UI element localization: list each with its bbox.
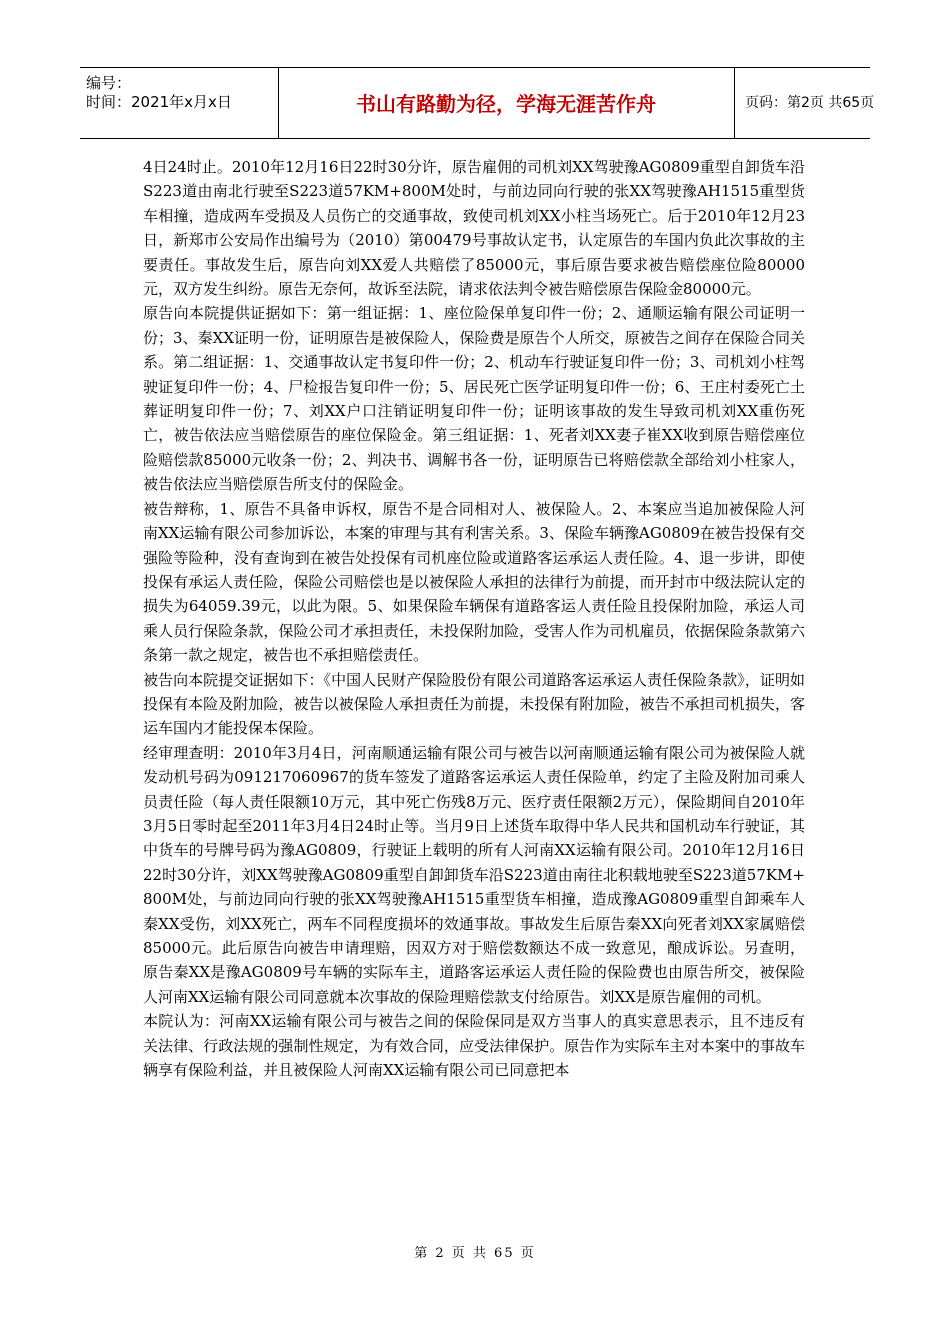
document-number-label: 编号： bbox=[86, 74, 132, 92]
paragraph-defendant-argument: 被告辩称，1、原告不具备申诉权，原告不是合同相对人、被保险人。2、本案应当追加被保险人河南XX运输有限公司参加诉讼，本案的审理与其有利害关系。3、保险车辆豫AG0809在被告投保有交强险等险种，没有查询到在被告处投保有司机座位险或道路客运承运人责任险。4、退一步讲，即使投保有承运人责任险，保险公司赔偿也是以被保险人承担的法律行为前提，而开封市中级法院认定的损失为64059.39元，以此为限。5、如果保险车辆保有道路客运人责任险且投保附加险，承运人司乘人员行保险条款，保险公司才承担责任，未投保附加险，受害人作为司机雇员，依据保险条款第六条第一款之规定，被告也不承担赔偿责任。 bbox=[143, 499, 805, 665]
document-body bbox=[143, 155, 805, 1082]
paragraph-defendant-evidence: 被告向本院提交证据如下：《中国人民财产保险股份有限公司道路客运承运人责任保险条款》，证明如投保有本险及附加险，被告以被保险人承担责任为前提，未投保有附加险，被告不承担司机损失，客运车国内才能投保本保险。 bbox=[143, 670, 805, 738]
header-page-number: 页码：第2页 共65页 bbox=[745, 95, 875, 111]
paragraph-claim-continuation: 4日24时止。2010年12月16日22时30分许，原告雇佣的司机刘XX驾驶豫AG0809重型自卸货车沿S223道由南北行驶至S223道57KM+800M处时，与前边同向行驶的张XX驾驶豫AH1515重型货车相撞，造成两车受损及人员伤亡的交通事故，致使司机刘XX小柱当场死亡。后于2010年12月23日，新郑市公安局作出编号为（2010）第00479号事故认定书，认定原告的车国内负此次事故的主要责任。事故发生后，原告向刘XX爱人共赔偿了85000元，事后原告要求被告赔偿座位险80000元，双方发生纠纷。原告无奈何，故诉至法院，请求依法判令被告赔偿原告保险金80000元。 bbox=[143, 158, 805, 299]
page-footer: 第 2 页 共 65 页 bbox=[414, 1246, 536, 1261]
header-motto-cell bbox=[278, 68, 735, 138]
document-date-label: 时间：2021年x月x日 bbox=[86, 93, 232, 111]
header-motto: 书山有路勤为径，学海无涯苦作舟 bbox=[356, 92, 656, 116]
paragraph-court-opinion: 本院认为：河南XX运输有限公司与被告之间的保险保同是双方当事人的真实意思表示，且不违反有关法律、行政法规的强制性规定，为有效合同，应受法律保护。原告作为实际车主对本案中的事故车辆享有保险利益，并且被保险人河南XX运输有限公司已同意把本 bbox=[143, 1012, 805, 1080]
header-page-cell bbox=[735, 68, 875, 138]
header-meta-cell bbox=[80, 68, 279, 138]
paragraph-facts-found: 经审理查明：2010年3月4日，河南顺通运输有限公司与被告以河南顺通运输有限公司为被保险人就发动机号码为091217060967的货车签发了道路客运承运人责任保险单，约定了主险及附加司乘人员责任险（每人责任限额10万元，其中死亡伤残8万元、医疗责任限额2万元），保险期间自2010年3月5日零时起至2011年3月4日24时止等。当月9日上述货车取得中华人民共和国机动车行驶证，其中货车的号牌号码为豫AG0809，行驶证上载明的所有人河南XX运输有限公司。2010年12月16日22时30分许，刘XX驾驶豫AG0809重型自卸卸货车沿S223道由南往北积载地驶至S223道57KM+800M处，与前边同向行驶的张XX驾驶豫AH1515重型货车相撞，造成豫AG0809重型自卸乘车人秦XX受伤，刘XX死亡，两车不同程度损坏的效通事故。事故发生后原告秦XX向死者刘XX家属赔偿85000元。此后原告向被告申请理赔，因双方对于赔偿数额达不成一致意见，酿成诉讼。另查明，原告秦XX是豫AG0809号车辆的实际车主，道路客运承运人责任险的保险费也由原告所交，被保险人河南XX运输有限公司同意就本次事故的保险理赔偿款支付给原告。刘XX是原告雇佣的司机。 bbox=[143, 743, 805, 1006]
page-header bbox=[80, 67, 875, 139]
paragraph-plaintiff-evidence: 原告向本院提供证据如下：第一组证据：1、座位险保单复印件一份；2、通顺运输有限公司证明一份；3、秦XX证明一份，证明原告是被保险人，保险费是原告个人所交，原被告之间存在保险合同关系。第二组证据：1、交通事故认定书复印件一份；2、机动车行驶证复印件一份；3、司机刘小柱驾驶证复印件一份；4、尸检报告复印件一份；5、居民死亡医学证明复印件一份；6、王庄村委死亡土葬证明复印件一份；7、刘XX户口注销证明复印件一份；证明该事故的发生导致司机刘XX重伤死亡，被告依法应当赔偿原告的座位保险金。第三组证据：1、死者刘XX妻子崔XX收到原告赔偿座位险赔偿款85000元收条一份；2、判决书、调解书各一份，证明原告已将赔偿款全部给刘小柱家人，被告依法应当赔偿原告所支付的保险金。 bbox=[143, 304, 805, 494]
